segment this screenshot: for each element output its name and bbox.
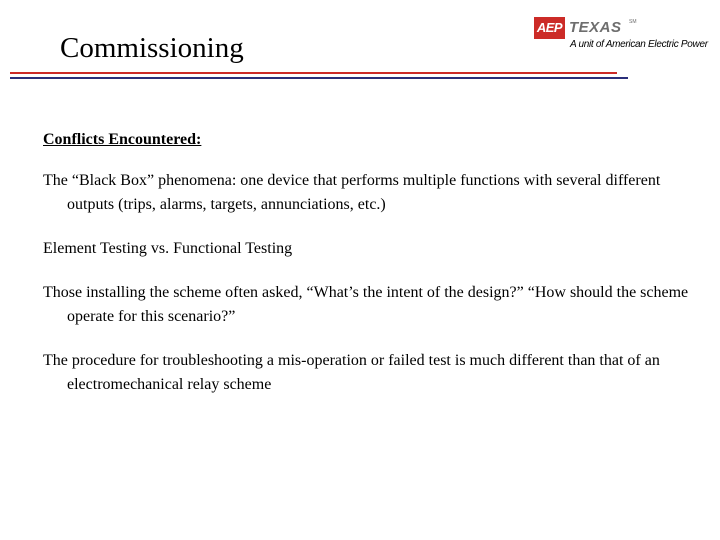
logo-state-name: TEXAS	[569, 19, 622, 36]
logo-tagline: A unit of American Electric Power	[570, 39, 708, 50]
slide-body	[43, 128, 708, 417]
logo-trademark: SM	[629, 19, 637, 25]
slide-title: Commissioning	[60, 32, 244, 64]
title-divider-red	[10, 72, 617, 74]
aep-logo-mark: AEP	[534, 17, 565, 39]
section-heading: Conflicts Encountered:	[43, 131, 202, 148]
body-paragraph-black-box: The “Black Box” phenomena: one device that performs multiple functions with several different outputs (trips, alarms, targets, annunciations, etc.)	[43, 172, 661, 213]
body-paragraph-troubleshooting: The procedure for troubleshooting a mis-operation or failed test is much different than that of an electromechanical relay scheme	[43, 352, 660, 393]
aep-texas-logo	[534, 17, 714, 53]
body-paragraph-element-testing: Element Testing vs. Functional Testing	[43, 240, 293, 257]
body-paragraph-scheme-intent: Those installing the scheme often asked, “What’s the intent of the design?” “How should the scheme operate for this scenario?”	[43, 284, 689, 325]
title-divider-blue	[10, 77, 628, 79]
